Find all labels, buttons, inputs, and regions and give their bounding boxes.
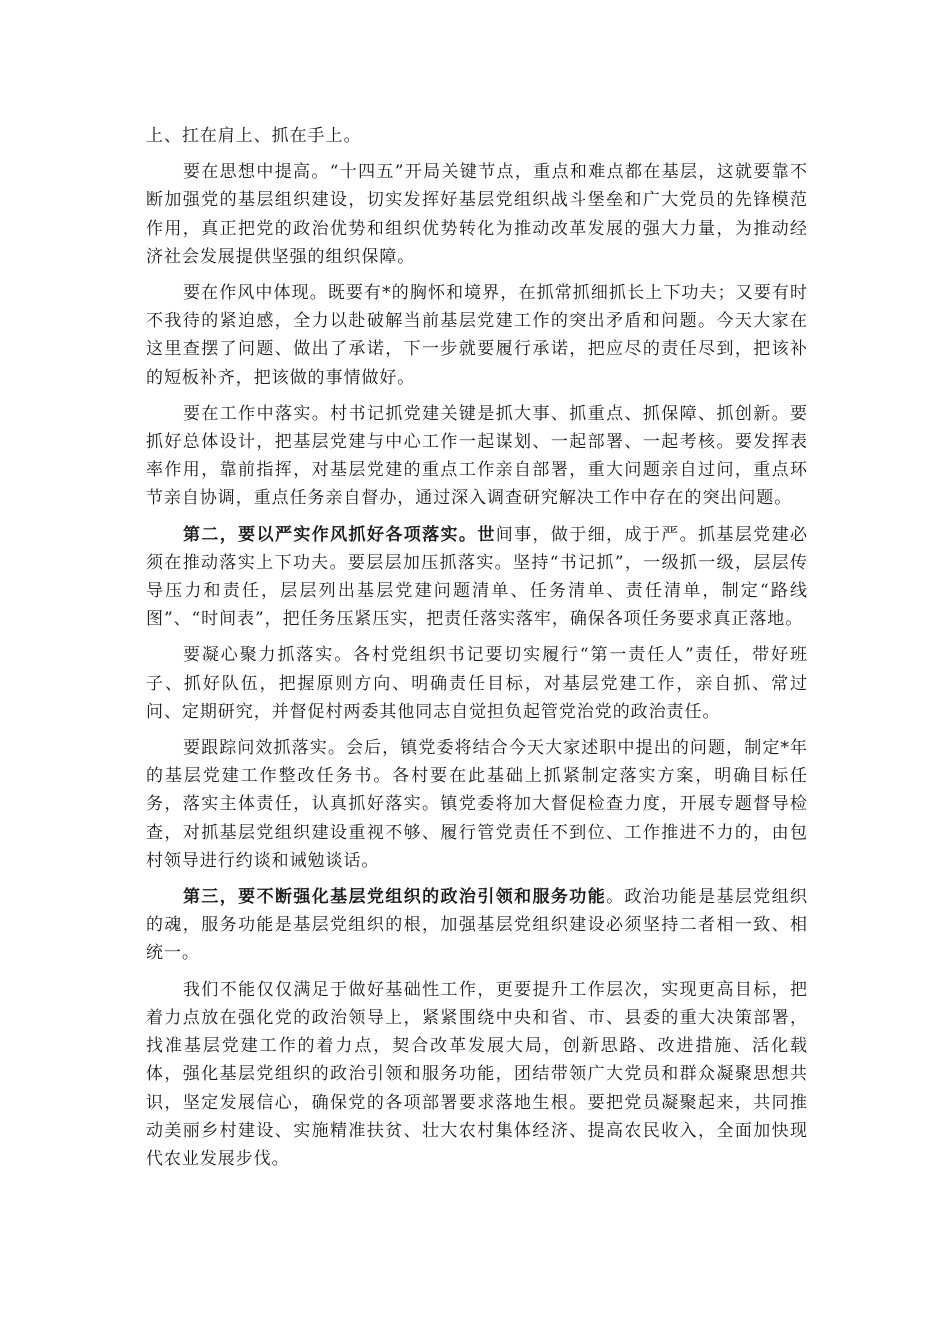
- paragraph-6: [146, 641, 808, 726]
- paragraph-2-text: 要在思想中提高。“十四五”开局关键节点，重点和难点都在基层，这就要靠不断加强党的基层组织建设，切实发挥好基层党组织战斗堡垒和广大党员的先锋模范作用，真正把党的政治优势和组织优势转化为推动改革发展的强大力量，为推动经济社会发展提供坚强的组织保障。: [146, 162, 808, 267]
- paragraph-9-text: 我们不能仅仅满足于做好基础性工作，更要提升工作层次，实现更高目标，把着力点放在强化党的政治领导上，紧紧围绕中央和省、市、县委的重大决策部署，找准基层党建工作的着力点，契合改革发展大局，创新思路、改进措施、活化载体，强化基层党组织的政治引领和服务功能，团结带领广大党员和群众凝聚思想共识，坚定发展信心，确保党的各项部署要求落地生根。要把党员凝聚起来，共同推动美丽乡村建设、实施精准扶贫、壮大农村集体经济、提高农民收入，全面加快现代农业发展步伐。: [146, 979, 808, 1169]
- document-page: [146, 122, 808, 1181]
- paragraph-8-lead: 第三，要不断强化基层党组织的政治引领和服务功能: [183, 887, 607, 908]
- paragraph-7-text: 要跟踪问效抓落实。会后，镇党委将结合今天大家述职中提出的问题，制定*年的基层党建工作整改任务书。各村要在此基础上抓紧制定落实方案，明确目标任务，落实主体责任，认真抓好落实。镇党委将加大督促检查力度，开展专题督导检查，对抓基层党组织建设重视不够、履行管党责任不到位、工作推进不力的，由包村领导进行约谈和诫勉谈话。: [146, 738, 808, 871]
- paragraph-5-text: 间事，做于细，成于严。抓基层党建必须在推动落实上下功夫。要层层加压抓落实。坚持“书记抓”，一级抓一级，层层传导压力和责任，层层列出基层党建问题清单、任务清单、责任清单，制定“路线图”、“时间表”，把任务压紧压实，把责任落实落牢，确保各项任务要求真正落地。: [146, 524, 808, 630]
- paragraph-4: [146, 400, 808, 513]
- paragraph-5-lead: 第二，要以严实作风抓好各项落实。世: [183, 524, 496, 545]
- paragraph-1: [146, 122, 808, 150]
- paragraph-1-text: 上、扛在肩上、抓在手上。: [146, 126, 362, 146]
- paragraph-2: [146, 158, 808, 271]
- paragraph-6-text: 要凝心聚力抓落实。各村党组织书记要切实履行“第一责任人”责任，带好班子、抓好队伍，把握原则方向、明确责任目标，对基层党建工作，亲自抓、常过问、定期研究，并督促村两委其他同志自觉担负起管党治党的政治责任。: [146, 645, 808, 722]
- paragraph-3-text: 要在作风中体现。既要有*的胸怀和境界，在抓常抓细抓长上下功夫；又要有时不我待的紧迫感，全力以赴破解当前基层党建工作的突出矛盾和问题。今天大家在这里查摆了问题、做出了承诺，下一步就要履行承诺，把应尽的责任尽到，把该补的短板补齐，把该做的事情做好。: [146, 283, 808, 388]
- paragraph-5: [146, 521, 808, 634]
- paragraph-4-text: 要在工作中落实。村书记抓党建关键是抓大事、抓重点、抓保障、抓创新。要抓好总体设计，把基层党建与中心工作一起谋划、一起部署、一起考核。要发挥表率作用，靠前指挥，对基层党建的重点工作亲自部署，重大问题亲自过问，重点环节亲自协调，重点任务亲自督办，通过深入调查研究解决工作中存在的突出问题。: [146, 403, 808, 509]
- paragraph-9: [146, 976, 808, 1173]
- paragraph-8-text: 。政治功能是基层党组织的魂，服务功能是基层党组织的根，加强基层党组织建设必须坚持二者相一致、相统一。: [146, 887, 808, 964]
- paragraph-3: [146, 279, 808, 392]
- paragraph-8: [146, 883, 808, 968]
- paragraph-7: [146, 734, 808, 875]
